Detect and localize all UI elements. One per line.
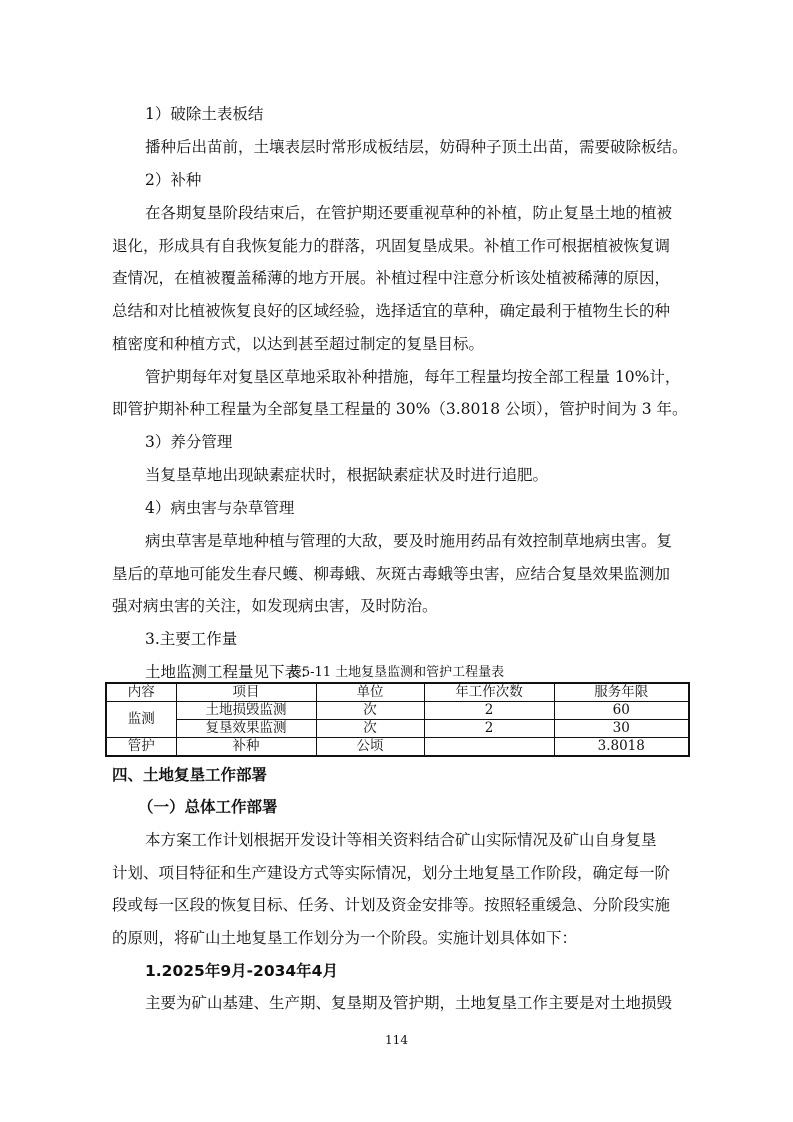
- table-cell: 管护: [106, 738, 176, 757]
- item-heading: 1）破除土表板结: [145, 105, 264, 123]
- table-header-cell: 项目: [176, 683, 316, 702]
- table-cell: 监测: [106, 702, 176, 738]
- table-cell: 30: [554, 720, 689, 738]
- table-cell: 2: [424, 720, 554, 738]
- table-cell: 60: [554, 702, 689, 720]
- item-heading: 4）病虫害与杂草管理: [145, 499, 295, 517]
- paragraph-line: 退化，形成具有自我恢复能力的群落，巩固复垦成果。补植工作可根据植被恢复调: [112, 237, 671, 255]
- page-number: 114: [385, 1033, 408, 1047]
- item-heading: 2）补种: [145, 171, 202, 189]
- paragraph-line: 土地监测工程量见下表：: [145, 663, 316, 681]
- paragraph-line: 主要为矿山基建、生产期、复垦期及管护期，土地复垦工作主要是对土地损毁: [145, 994, 673, 1012]
- table-header-cell: 内容: [106, 683, 176, 702]
- table-cell: 复垦效果监测: [176, 720, 316, 738]
- table-header-cell: 年工作次数: [424, 683, 554, 702]
- table-cell: 3.8018: [554, 738, 689, 757]
- table-row: [106, 702, 689, 720]
- table-caption: 表5-11 土地复垦监测和管护工程量表: [288, 665, 505, 680]
- paragraph-line: 本方案工作计划根据开发设计等相关资料结合矿山实际情况及矿山自身复垦: [145, 831, 657, 849]
- table-cell: 土地损毁监测: [176, 702, 316, 720]
- table-row: [106, 720, 689, 738]
- paragraph-line: 强对病虫害的关注，如发现病虫害，及时防治。: [112, 597, 438, 615]
- table-cell: 2: [424, 702, 554, 720]
- phase-heading: 1.2025年9月-2034年4月: [145, 962, 338, 980]
- table-cell: [424, 738, 554, 757]
- table-header-cell: 单位: [316, 683, 424, 702]
- table-cell: 次: [316, 720, 424, 738]
- paragraph-line: 即管护期补种工程量为全部复垦工程量的 30%（3.8018 公顷），管护时间为 3 年。: [112, 400, 688, 418]
- paragraph-line: 查情况，在植被覆盖稀薄的地方开展。补植过程中注意分析该处植被稀薄的原因，: [112, 269, 671, 287]
- paragraph-line: 垦后的草地可能发生春尺蠖、柳毒蛾、灰斑古毒蛾等虫害，应结合复垦效果监测加: [112, 565, 671, 583]
- paragraph-line: 段或每一区段的恢复目标、任务、计划及资金安排等。按照轻重缓急、分阶段实施: [112, 896, 671, 914]
- paragraph-line: 计划、项目特征和生产建设方式等实际情况，划分土地复垦工作阶段，确定每一阶: [112, 864, 671, 882]
- paragraph-line: 植密度和种植方式，以达到甚至超过制定的复垦目标。: [112, 335, 485, 353]
- table-header-row: [106, 683, 689, 702]
- paragraph-line: 当复垦草地出现缺素症状时，根据缺素症状及时进行追肥。: [145, 466, 549, 484]
- paragraph-line: 管护期每年对复垦区草地采取补种措施，每年工程量均按全部工程量 10%计，: [145, 368, 681, 386]
- paragraph-line: 病虫草害是草地种植与管理的大敌，要及时施用药品有效控制草地病虫害。复: [145, 532, 673, 550]
- workload-table: [105, 682, 690, 757]
- paragraph-line: 的原则，将矿山土地复垦工作划分为一个阶段。实施计划具体如下：: [112, 929, 578, 947]
- subsection-heading: （一）总体工作部署: [138, 798, 278, 816]
- item-heading: 3）养分管理: [145, 433, 233, 451]
- section-heading: 四、土地复垦工作部署: [112, 766, 268, 784]
- table-cell: 次: [316, 702, 424, 720]
- table-header-cell: 服务年限: [554, 683, 689, 702]
- table-cell: 补种: [176, 738, 316, 757]
- table-row: [106, 738, 689, 757]
- table-cell: 公顷: [316, 738, 424, 757]
- item-heading: 3.主要工作量: [145, 630, 238, 648]
- paragraph-line: 总结和对比植被恢复良好的区域经验，选择适宜的草种，确定最利于植物生长的种: [112, 302, 671, 320]
- paragraph-line: 播种后出苗前，土壤表层时常形成板结层，妨碍种子顶土出苗，需要破除板结。: [145, 138, 688, 156]
- paragraph-line: 在各期复垦阶段结束后，在管护期还要重视草种的补植，防止复垦土地的植被: [145, 204, 673, 222]
